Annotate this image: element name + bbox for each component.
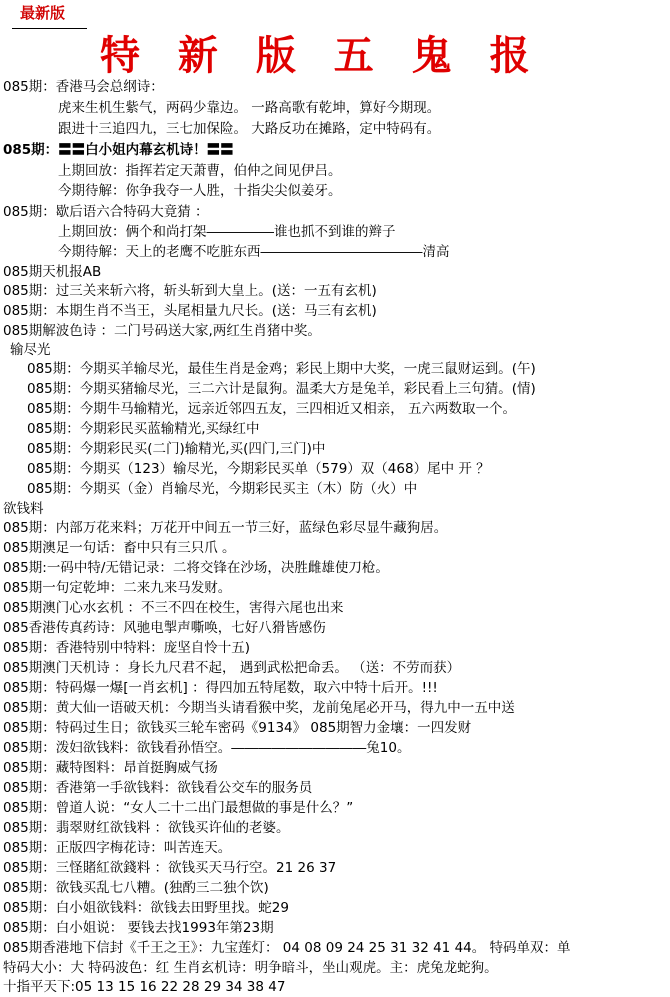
text-line: 085期：今期买（123）输尽光，今期彩民买单（579）双（468）尾中 开 ？ [27,461,490,477]
text-line: 085期：今期买猪输尽光，三二六计是鼠狗。温柔大方是兔羊，彩民看上三句猜。(情) [27,381,536,397]
text-line: 085期香港地下信封《千王之王》：九宝莲灯： 04 08 09 24 25 31 32 41 44。 特码单双：单 [3,940,571,956]
text-line: 上期回放：指挥若定天萧曹，伯仲之间见伊吕。 [58,163,342,179]
text-line: 085期：曾道人说：“女人二十二出门最想做的事是什么？” [3,800,354,816]
text-line: 跟进十三追四九，三七加保险。 大路反功在摊路，定中特码有。 [58,121,441,137]
text-line: 085期：白小姐说： 要钱去找1993年第23期 [3,920,274,936]
text-line: 085期：翡翠财红欲钱料 ：欲钱买许仙的老婆。 [3,820,290,836]
text-line: 085期：香港特别中特料：庞坚自怜十五) [3,640,251,656]
text-line: 085期：本期生肖不当王，头尾相量九尺长。(送：马三有玄机) [3,303,377,319]
section-heading: 欲钱料 [3,501,44,517]
text-line: 085期：今期彩民买(二门)输精光,买(四门,三门)中 [27,441,326,457]
edition-badge: 最新版 [20,4,66,22]
text-line: 085期：白小姐欲钱料：欲钱去田野里找。蛇29 [3,900,289,916]
text-line: 085期天机报AB [3,264,102,280]
text-line: 085期：香港第一手欲钱料：欲钱看公交车的服务员 [3,780,313,796]
text-line: 085期：香港马会总纲诗： [3,79,164,95]
text-line: 085期：正版四字梅花诗：叫苦连天。 [3,840,232,856]
text-line: 085期：黄大仙一语破天机：今期当头请看猴中奖，龙前兔尾必开马，得九中一五中送 [3,700,515,716]
text-line: 085期：今期彩民买蓝输精光,买绿红中 [27,421,260,437]
text-line: 十指平天下:05 13 15 16 22 28 29 34 38 47 [3,979,286,995]
text-line: 085期：特码过生日；欲钱买三轮车密码《9134》 085期智力金壤：一四发财 [3,720,472,736]
text-line: 今期待解：天上的老鹰不吃脏东西――――――――――――清高 [58,244,450,260]
page-title: 特 新 版 五 鬼 报 [100,32,542,79]
text-line: 085期解波色诗 ：二门号码送大家,两红生肖猪中奖。 [3,323,321,339]
text-line: 085期:一码中特/无错记录：二将交锋在沙场，决胜雌雄使刀枪。 [3,560,389,576]
section-heading: 输尽光 [10,342,51,358]
text-line: 085期：泼妇欲钱料：欲钱看孙悟空。――――――――――兔10。 [3,740,411,756]
text-line: 085期：今期牛马输精光，远亲近邻四五友，三四相近又相亲， 五六两数取一个。 [27,401,517,417]
text-line: 085期：藏特图料：昂首挺胸威气扬 [3,760,218,776]
text-line: 085期：欲钱买乱七八糟。(独酌三二独个饮) [3,880,269,896]
text-line: 特码大小：大 特码波色：红 生肖玄机诗：明争暗斗，坐山观虎。主：虎兔龙蛇狗。 [3,960,498,976]
text-line: 085期一句定乾坤：二来九来马发财。 [3,580,232,596]
text-line: 085期：今期买羊输尽光，最佳生肖是金鸡；彩民上期中大奖，一虎三鼠财运到。(午) [27,361,536,377]
text-line: 085期：三怪賭紅欲錢料 ：欲钱买天马行空。21 26 37 [3,860,337,876]
text-line: 085期：〓〓白小姐内幕玄机诗！〓〓 [3,142,234,158]
text-line: 085香港传真药诗：风驰电掣声嘶唤，七好八猾皆感伤 [3,620,326,636]
text-line: 085期：过三关来斩六将，斩头斩到大皇上。(送：一五有玄机) [3,283,377,299]
text-line: 085期：特码爆一爆[一肖玄机] ：得四加五特尾数，取六中特十后开。!!! [3,680,438,696]
text-line: 085期：今期买（金）肖输尽光，今期彩民买主（木）防（火）中 [27,481,418,497]
text-line: 085期：内部万花来料；万花开中间五一节三好，蓝绿色彩尽显牛藏狗居。 [3,520,448,536]
text-line: 上期回放：俩个和尚打架―――――谁也抓不到谁的辫子 [58,224,396,240]
text-line: 085期澳门心水玄机 ：不三不四在校生，害得六尾也出来 [3,600,344,616]
text-line: 今期待解：你争我夺一人胜，十指尖尖似姜牙。 [58,183,342,199]
text-line: 085期澳门天机诗 ：身长九尺君不起， 遇到武松把命丢。 （送：不劳而获） [3,660,461,676]
text-line: 085期：歇后语六合特码大竟猜 ： [3,204,209,220]
header-rule [12,28,87,29]
text-line: 虎来生机生紫气，两码少靠边。 一路高歌有乾坤，算好今期现。 [58,100,441,116]
text-line: 085期澳足一句话：畜中只有三只爪 。 [3,540,236,556]
